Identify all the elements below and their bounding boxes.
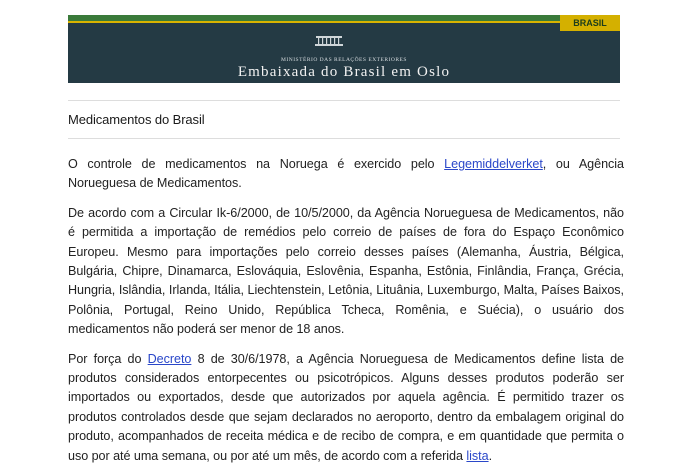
paragraph-1: [68, 155, 624, 194]
lista-link[interactable]: lista: [466, 448, 489, 463]
legemiddelverket-link[interactable]: Legemiddelverket: [444, 157, 543, 171]
government-building-icon: [314, 33, 344, 47]
paragraph-1-text: O controle de medicamentos na Noruega é exercido pelo: [68, 157, 445, 171]
divider-top: [68, 100, 620, 101]
embassy-name: Embaixada do Brasil em Oslo: [237, 64, 451, 80]
paragraph-3: [68, 350, 624, 466]
embassy-header-banner[interactable]: [68, 15, 620, 83]
decreto-link[interactable]: Decreto: [147, 351, 192, 366]
yellow-stripe: [68, 21, 620, 23]
paragraph-3-text: Por força do: [68, 351, 148, 366]
paragraph-2: De acordo com a Circular Ik-6/2000, de 10/5/2000, da Agência Norueguesa de Medicamentos, não é permitida a importação de remédios pelo correio de países de fora do Espaço Econômico Europeu. Mesmo para importações pelo correio desses países (Alemanha, Áustria, Bélgica, Bulgária, Chipre, Dinamarca, Eslováquia, Eslovênia, Espanha, Estônia, Finlândia, França, Grécia, Hungria, Islândia, Irlanda, Itália, Liechtenstein, Letônia, Lituânia, Luxemburgo, Malta, Países Baixos, Polônia, Portugal, Reino Unido, República Tcheca, Romênia, e Suécia), o usuário dos medicamentos não poderá ser menor de 18 anos.: [68, 205, 624, 337]
divider-title: [68, 138, 620, 139]
ministry-label: MINISTÉRIO DAS RELAÇÕES EXTERIORES: [281, 57, 407, 63]
paragraph-3-text-end: .: [488, 448, 493, 463]
paragraph-3-text-middle: 8 de 30/6/1978, a Agência Norueguesa de Medicamentos define lista de produtos considerados entorpecentes ou psicotrópicos. Alguns desses produtos poderão ser importados ou exportados, desde que autorizados por aquela agência. É permitido trazer os produtos controlados desde que sejam declarados no aeroporto, dentro da embalagem original do produto, acompanhados de receita médica e de recibo de compra, e em quantidade que permita o uso por até uma semana, ou por até um mês, de acordo com a referida: [68, 351, 625, 463]
page-title: Medicamentos do Brasil: [68, 112, 205, 127]
brasil-tab[interactable]: BRASIL: [560, 15, 620, 31]
article-body: [68, 155, 624, 476]
paragraph-1-text-end: , ou Agência Norueguesa de Medicamentos.: [68, 157, 624, 191]
